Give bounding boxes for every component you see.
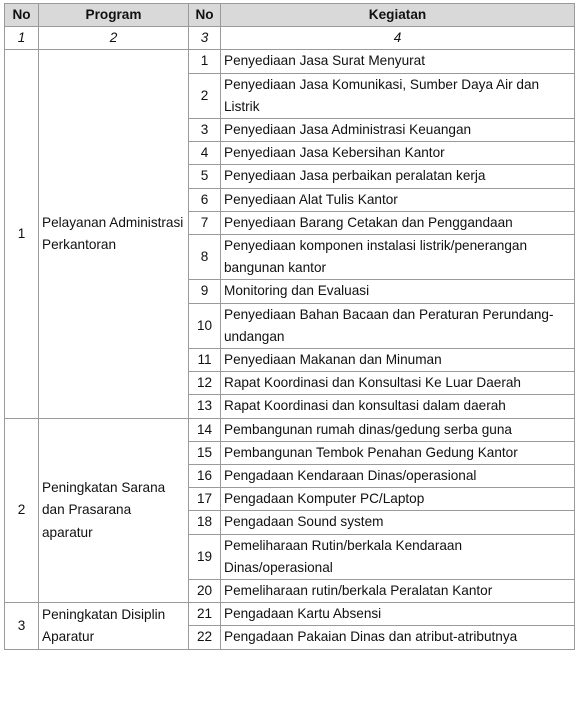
table-row [5,603,575,626]
kegiatan-text: Pengadaan Kendaraan Dinas/operasional [221,465,575,488]
kegiatan-no: 21 [189,603,221,626]
kegiatan-no: 19 [189,534,221,579]
kegiatan-no: 18 [189,511,221,534]
kegiatan-text: Pembangunan Tembok Penahan Gedung Kantor [221,441,575,464]
kegiatan-text: Penyediaan komponen instalasi listrik/penerangan bangunan kantor [221,235,575,280]
kegiatan-no: 11 [189,349,221,372]
header-kegiatan-no: No [189,4,221,27]
kegiatan-no: 22 [189,626,221,649]
kegiatan-text: Pembangunan rumah dinas/gedung serba guna [221,418,575,441]
kegiatan-text: Penyediaan Jasa perbaikan peralatan kerja [221,165,575,188]
table-row [5,418,575,441]
kegiatan-text: Penyediaan Barang Cetakan dan Penggandaan [221,211,575,234]
kegiatan-no: 1 [189,50,221,73]
kegiatan-text: Penyediaan Bahan Bacaan dan Peraturan Perundang-undangan [221,303,575,348]
column-number-1: 1 [5,27,39,50]
kegiatan-text: Pengadaan Pakaian Dinas dan atribut-atributnya [221,626,575,649]
kegiatan-text: Penyediaan Alat Tulis Kantor [221,188,575,211]
program-name: Peningkatan Disiplin Aparatur [39,603,189,649]
program-name: Pelayanan Administrasi Perkantoran [39,50,189,418]
program-kegiatan-table [4,3,575,650]
kegiatan-no: 17 [189,488,221,511]
program-name: Peningkatan Sarana dan Prasarana aparatur [39,418,189,603]
kegiatan-text: Penyediaan Jasa Administrasi Keuangan [221,119,575,142]
program-no: 2 [5,418,39,603]
kegiatan-no: 12 [189,372,221,395]
kegiatan-text: Pengadaan Komputer PC/Laptop [221,488,575,511]
program-no: 3 [5,603,39,649]
kegiatan-no: 14 [189,418,221,441]
kegiatan-no: 16 [189,465,221,488]
kegiatan-text: Rapat Koordinasi dan Konsultasi Ke Luar Daerah [221,372,575,395]
kegiatan-text: Penyediaan Jasa Surat Menyurat [221,50,575,73]
kegiatan-no: 20 [189,580,221,603]
kegiatan-no: 9 [189,280,221,303]
kegiatan-text: Pengadaan Sound system [221,511,575,534]
kegiatan-no: 15 [189,441,221,464]
column-number-4: 4 [221,27,575,50]
table-row [5,50,575,73]
column-number-2: 2 [39,27,189,50]
kegiatan-text: Pemeliharaan Rutin/berkala Kendaraan Dinas/operasional [221,534,575,579]
kegiatan-text: Pengadaan Kartu Absensi [221,603,575,626]
kegiatan-no: 2 [189,73,221,118]
header-program: Program [39,4,189,27]
kegiatan-text: Penyediaan Jasa Komunikasi, Sumber Daya Air dan Listrik [221,73,575,118]
program-no: 1 [5,50,39,418]
kegiatan-text: Penyediaan Makanan dan Minuman [221,349,575,372]
header-no: No [5,4,39,27]
kegiatan-no: 13 [189,395,221,418]
kegiatan-no: 4 [189,142,221,165]
kegiatan-text: Penyediaan Jasa Kebersihan Kantor [221,142,575,165]
column-number-row [5,27,575,50]
kegiatan-text: Monitoring dan Evaluasi [221,280,575,303]
header-kegiatan: Kegiatan [221,4,575,27]
kegiatan-text: Pemeliharaan rutin/berkala Peralatan Kantor [221,580,575,603]
kegiatan-text: Rapat Koordinasi dan konsultasi dalam daerah [221,395,575,418]
column-number-3: 3 [189,27,221,50]
kegiatan-no: 7 [189,211,221,234]
kegiatan-no: 6 [189,188,221,211]
header-row [5,4,575,27]
kegiatan-no: 8 [189,235,221,280]
kegiatan-no: 3 [189,119,221,142]
kegiatan-no: 10 [189,303,221,348]
kegiatan-no: 5 [189,165,221,188]
